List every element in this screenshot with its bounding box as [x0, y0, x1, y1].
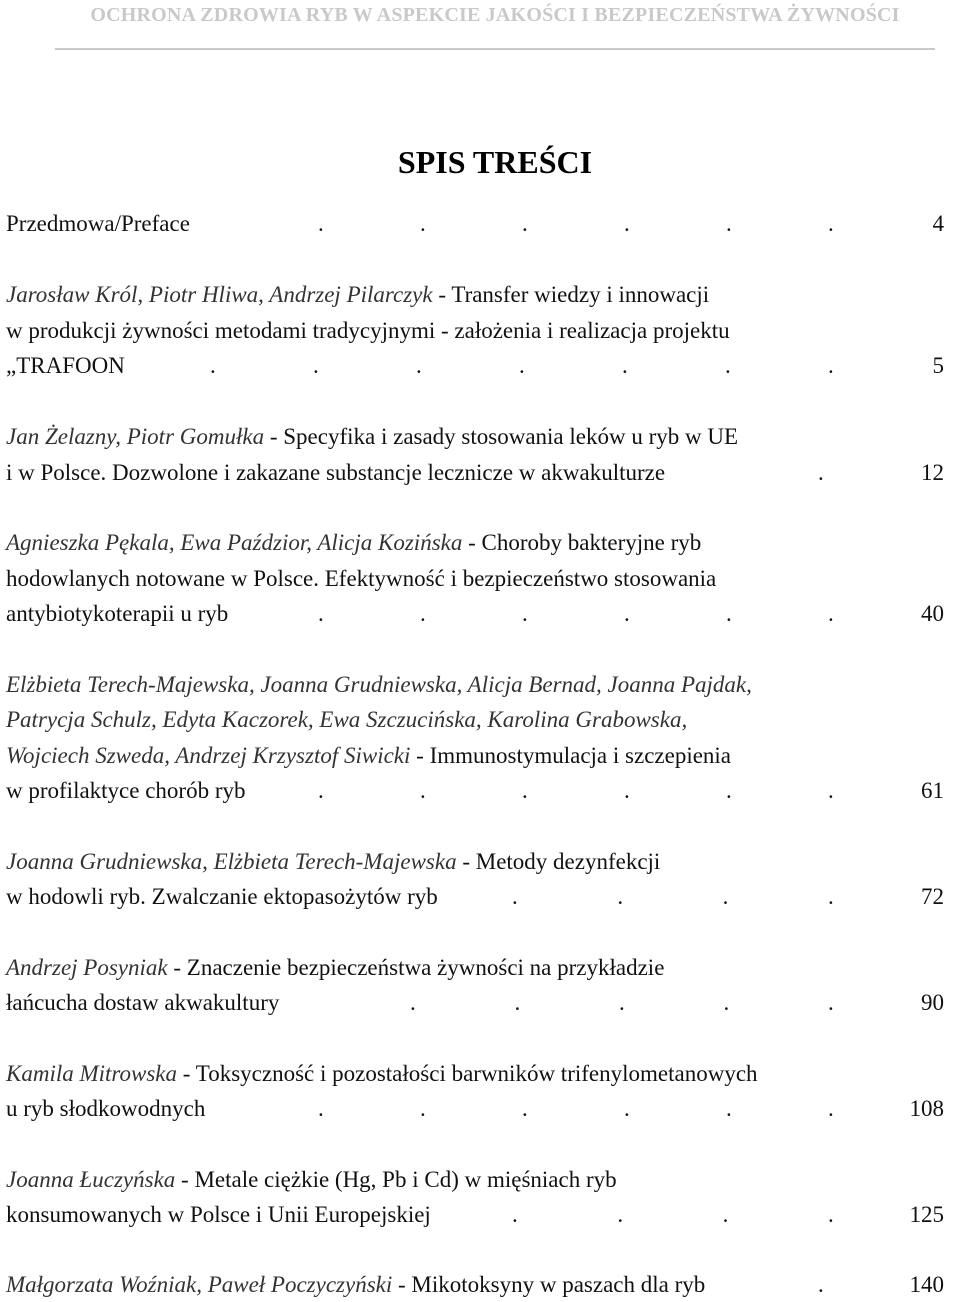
- page-number: 40: [921, 601, 944, 626]
- leader-dot: .: [420, 601, 426, 626]
- leader-dot: .: [522, 778, 528, 803]
- entry-line: [6, 420, 738, 454]
- leader-dot: .: [420, 778, 426, 803]
- entry-text: „TRAFOON: [6, 353, 125, 378]
- entry-line: [6, 1092, 205, 1126]
- entry-authors: Małgorzata Woźniak, Paweł Poczyczyński: [6, 1272, 393, 1297]
- page-number: 140: [909, 1272, 944, 1297]
- leader-dot: .: [522, 1096, 528, 1121]
- leader-dot: .: [624, 211, 630, 236]
- leader-dot: .: [210, 353, 216, 378]
- leader-dot: .: [318, 1096, 324, 1121]
- leader-dot: .: [828, 353, 834, 378]
- page-number: 5: [932, 353, 944, 378]
- entry-line: [6, 1057, 758, 1091]
- leader-dot: .: [514, 990, 521, 1015]
- leader-dot: .: [617, 1202, 624, 1227]
- leader-dot: .: [624, 1096, 630, 1121]
- leader-dot: .: [318, 601, 324, 626]
- entry-line: [6, 845, 660, 879]
- leader-dots: [318, 774, 838, 808]
- leader-dot: .: [313, 353, 319, 378]
- entry-authors: Joanna Łuczyńska: [6, 1167, 176, 1192]
- entry-line: [6, 456, 665, 490]
- entry-text: w hodowli ryb. Zwalczanie ektopasożytów ryb: [6, 884, 438, 909]
- leader-dot: .: [420, 211, 426, 236]
- leader-dot: .: [722, 884, 729, 909]
- leader-dot: .: [828, 884, 834, 909]
- entry-text: - Specyfika i zasady stosowania leków u ryb w UE: [269, 424, 739, 449]
- leader-dot: .: [522, 211, 528, 236]
- leader-dots: [512, 880, 838, 914]
- entry-authors: Agnieszka Pękala, Ewa Paździor, Alicja Kozińska: [6, 530, 463, 555]
- leader-dot: .: [622, 353, 628, 378]
- leader-dots: [818, 1268, 848, 1302]
- leader-dots: [318, 597, 838, 631]
- leader-dots: [318, 207, 838, 241]
- entry-line: [6, 597, 228, 631]
- leader-dot: .: [410, 990, 416, 1015]
- leader-dot: .: [420, 1096, 426, 1121]
- entry-authors: Kamila Mitrowska: [6, 1061, 178, 1086]
- entry-line: [6, 703, 687, 737]
- running-head: OCHRONA ZDROWIA RYB W ASPEKCIE JAKOŚCI I BEZPIECZEŃSTWA ŻYWNOŚCI: [90, 4, 900, 26]
- leader-dot: .: [726, 778, 732, 803]
- leader-dot: .: [726, 601, 732, 626]
- entry-line: [6, 207, 190, 241]
- entry-line: [6, 668, 752, 702]
- leader-dot: .: [726, 1096, 732, 1121]
- leader-dot: .: [818, 1272, 824, 1297]
- leader-dots: [210, 349, 838, 383]
- leader-dot: .: [624, 601, 630, 626]
- leader-dot: .: [725, 353, 731, 378]
- leader-dot: .: [722, 1202, 729, 1227]
- entry-line: [6, 880, 438, 914]
- leader-dot: .: [512, 1202, 518, 1227]
- entry-authors: Joanna Grudniewska, Elżbieta Terech-Majewska: [6, 849, 457, 874]
- leader-dot: .: [318, 211, 324, 236]
- entry-line: [6, 1198, 431, 1232]
- leader-dot: .: [828, 1096, 834, 1121]
- leader-dot: .: [828, 601, 834, 626]
- leader-dots: [818, 456, 848, 490]
- entry-line: [6, 774, 246, 808]
- page-number: 4: [932, 211, 944, 236]
- entry-text: w profilaktyce chorób ryb: [6, 778, 246, 803]
- entry-authors: Elżbieta Terech-Majewska, Joanna Grudniewska, Alicja Bernad, Joanna Pajdak,: [6, 672, 752, 697]
- page-number: 90: [921, 990, 944, 1015]
- leader-dots: [318, 1092, 838, 1126]
- leader-dots: [410, 986, 838, 1020]
- entry-text: łańcucha dostaw akwakultury: [6, 990, 280, 1015]
- leader-dot: .: [818, 460, 824, 485]
- leader-dot: .: [723, 990, 730, 1015]
- entry-authors: Wojciech Szweda, Andrzej Krzysztof Siwicki: [6, 743, 411, 768]
- entry-authors: Jan Żelazny, Piotr Gomułka: [6, 424, 265, 449]
- leader-dot: .: [617, 884, 624, 909]
- leader-dot: .: [828, 778, 834, 803]
- leader-dot: .: [522, 601, 528, 626]
- leader-dot: .: [828, 990, 834, 1015]
- leader-dot: .: [619, 990, 625, 1015]
- page-number: 108: [909, 1096, 944, 1121]
- entry-text: hodowlanych notowane w Polsce. Efektywność i bezpieczeństwo stosowania: [6, 566, 717, 591]
- entry-line: [6, 739, 731, 773]
- entry-line: [6, 951, 664, 985]
- leader-dot: .: [624, 778, 630, 803]
- entry-text: - Mikotoksyny w paszach dla ryb: [398, 1272, 706, 1297]
- entry-text: - Toksyczność i pozostałości barwników trifenylometanowych: [182, 1061, 758, 1086]
- leader-dot: .: [828, 1202, 834, 1227]
- page-number: 61: [921, 778, 944, 803]
- entry-authors: Patrycja Schulz, Edyta Kaczorek, Ewa Szczucińska, Karolina Grabowska,: [6, 707, 688, 732]
- entry-line: [6, 278, 709, 312]
- entry-text: - Metody dezynfekcji: [462, 849, 661, 874]
- leader-dot: .: [726, 211, 732, 236]
- leader-dots: [512, 1198, 838, 1232]
- page-number: 12: [921, 460, 944, 485]
- entry-text: - Choroby bakteryjne ryb: [468, 530, 702, 555]
- leader-dot: .: [318, 778, 324, 803]
- entry-text: - Metale ciężkie (Hg, Pb i Cd) w mięśniach ryb: [181, 1167, 617, 1192]
- entry-text: u ryb słodkowodnych: [6, 1096, 206, 1121]
- entry-line: [6, 349, 125, 383]
- page-number: 72: [921, 884, 944, 909]
- entry-text: - Transfer wiedzy i innowacji: [438, 282, 710, 307]
- entry-line: [6, 314, 730, 348]
- entry-text: konsumowanych w Polsce i Unii Europejskiej: [6, 1202, 431, 1227]
- entry-line: [6, 986, 279, 1020]
- entry-line: [6, 1163, 617, 1197]
- entry-line: [6, 1268, 705, 1302]
- leader-dot: .: [828, 211, 834, 236]
- entry-authors: Jarosław Król, Piotr Hliwa, Andrzej Pilarczyk: [6, 282, 433, 307]
- leader-dot: .: [416, 353, 422, 378]
- entry-text: i w Polsce. Dozwolone i zakazane substancje lecznicze w akwakulturze: [6, 460, 666, 485]
- leader-dot: .: [512, 884, 518, 909]
- entry-line: [6, 562, 716, 596]
- entry-text: - Immunostymulacja i szczepienia: [416, 743, 732, 768]
- entry-text: antybiotykoterapii u ryb: [6, 601, 229, 626]
- entry-text: Przedmowa/Preface: [6, 211, 190, 236]
- page-title: SPIS TREŚCI: [397, 144, 593, 180]
- entry-text: - Znaczenie bezpieczeństwa żywności na przykładzie: [173, 955, 665, 980]
- leader-dot: .: [519, 353, 525, 378]
- entry-text: w produkcji żywności metodami tradycyjnymi - założenia i realizacja projektu: [6, 318, 730, 343]
- entry-line: [6, 526, 701, 560]
- page-number: 125: [909, 1202, 944, 1227]
- entry-authors: Andrzej Posyniak: [6, 955, 168, 980]
